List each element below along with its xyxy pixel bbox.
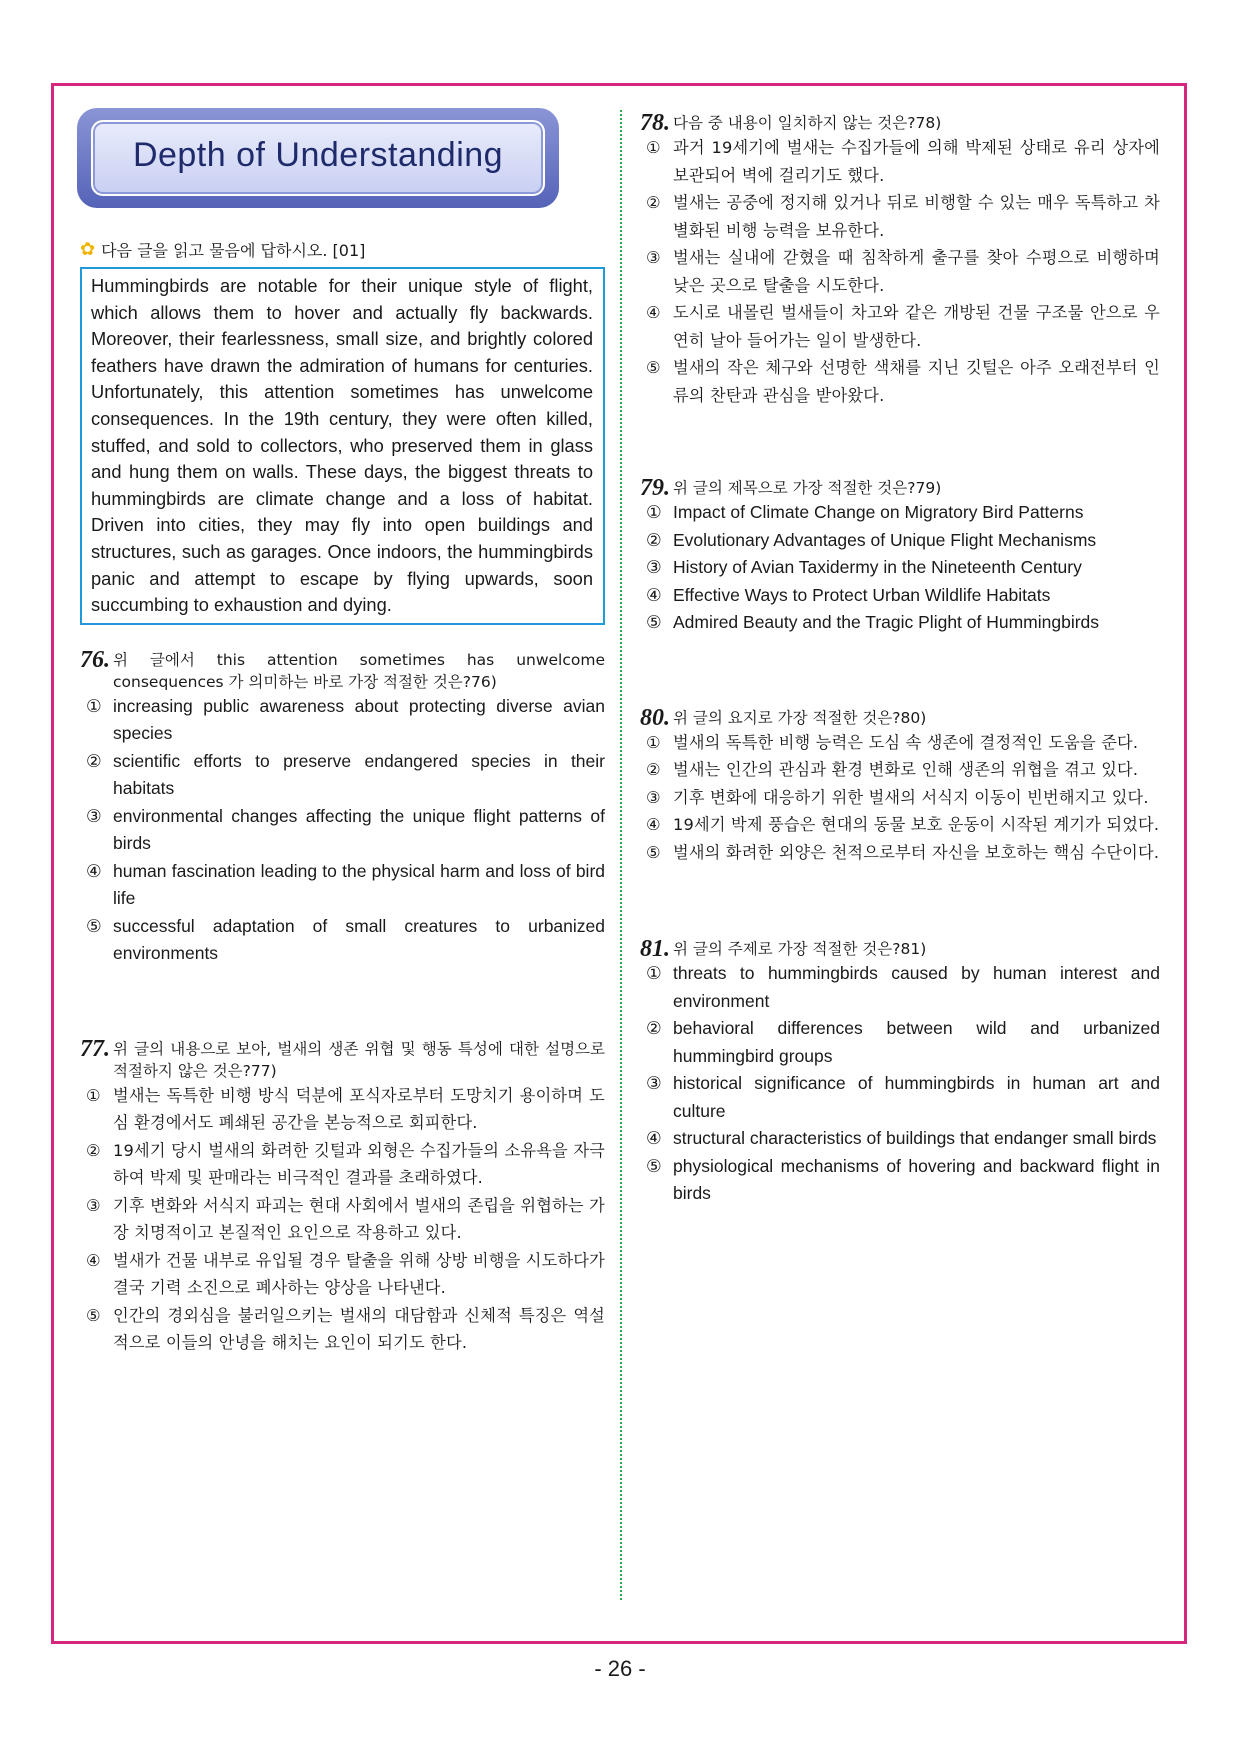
- option-3[interactable]: [86, 803, 605, 858]
- option-5[interactable]: [646, 609, 1160, 637]
- question-head: [640, 112, 1160, 134]
- question-head: [80, 1035, 605, 1082]
- instruction-text: 다음 글을 읽고 물음에 답하시오. [01]: [101, 241, 366, 260]
- option-2[interactable]: [86, 1137, 605, 1192]
- option-mark: ③: [86, 1195, 101, 1215]
- right-column: [640, 108, 1160, 1208]
- column-divider: [620, 110, 622, 1600]
- option-text: 벌새는 실내에 갇혔을 때 침착하게 출구를 찾아 수평으로 비행하며 낮은 곳으로 탈출을 시도한다.: [673, 248, 1160, 295]
- option-text: 도시로 내몰린 벌새들이 차고와 같은 개방된 건물 구조물 안으로 우연히 날아 들어가는 일이 발생한다.: [673, 303, 1160, 350]
- option-mark: ②: [86, 1140, 101, 1160]
- question-text: 위 글의 내용으로 보아, 벌새의 생존 위협 및 행동 특성에 대한 설명으로 적절하지 않은 것은?77): [113, 1039, 605, 1080]
- option-text: 과거 19세기에 벌새는 수집가들에 의해 박제된 상태로 유리 상자에 보관되어 벽에 걸리기도 했다.: [673, 138, 1160, 185]
- option-text: 벌새는 독특한 비행 방식 덕분에 포식자로부터 도망치기 용이하며 도심 환경에서도 폐쇄된 공간을 본능적으로 회피한다.: [113, 1085, 605, 1133]
- option-text: 19세기 당시 벌새의 화려한 깃털과 외형은 수집가들의 소유욕을 자극하여 박제 및 판매라는 비극적인 결과를 초래하였다.: [113, 1140, 605, 1188]
- option-4[interactable]: [646, 299, 1160, 354]
- option-3[interactable]: [646, 244, 1160, 299]
- option-text: 19세기 박제 풍습은 현대의 동물 보호 운동이 시작된 계기가 되었다.: [673, 815, 1160, 834]
- banner-inner: [91, 120, 545, 196]
- option-text: threats to hummingbirds caused by human interest and environment: [673, 963, 1160, 1011]
- option-mark: ⑤: [646, 612, 662, 632]
- option-text: human fascination leading to the physical harm and loss of bird life: [113, 860, 605, 909]
- instruction: [80, 238, 605, 261]
- option-mark: ②: [646, 193, 661, 212]
- question-head: [80, 646, 605, 693]
- option-text: 기후 변화와 서식지 파괴는 현대 사회에서 벌새의 존립을 위협하는 가장 치명적이고 본질적인 요인으로 작용하고 있다.: [113, 1195, 605, 1243]
- option-text: 벌새는 공중에 정지해 있거나 뒤로 비행할 수 있는 매우 독특하고 차별화된 비행 능력을 보유한다.: [673, 193, 1160, 240]
- banner-title: Depth of Understanding: [132, 136, 504, 174]
- question-head: [640, 477, 1160, 499]
- option-mark: ④: [646, 584, 662, 605]
- option-1[interactable]: [86, 693, 605, 748]
- question-number: 78.: [640, 110, 670, 136]
- option-mark: ①: [646, 502, 662, 522]
- option-3[interactable]: [646, 554, 1160, 582]
- option-mark: ①: [86, 1085, 101, 1105]
- question-79: [640, 477, 1160, 637]
- option-text: scientific efforts to preserve endangered species in their habitats: [113, 750, 605, 799]
- option-text: 인간의 경외심을 불러일으키는 벌새의 대담함과 신체적 특징은 역설적으로 이들의 안녕을 해치는 요인이 되기도 한다.: [113, 1305, 605, 1353]
- option-4[interactable]: [86, 858, 605, 913]
- question-number: 81.: [640, 936, 670, 962]
- option-text: historical significance of hummingbirds in human art and culture: [673, 1073, 1160, 1121]
- option-3[interactable]: [646, 1070, 1160, 1125]
- option-text: successful adaptation of small creatures to urbanized environments: [113, 915, 605, 964]
- option-mark: ③: [646, 1073, 662, 1093]
- option-mark: ③: [646, 557, 662, 577]
- option-mark: ①: [86, 695, 102, 716]
- option-mark: ③: [646, 787, 661, 807]
- reading-passage: Hummingbirds are notable for their unique style of flight, which allows them to hover and actually fly backwards. Moreover, their fearlessness, small size, and brightly colored feathers have drawn the admiration of humans for centuries. Unfortunately, this attention sometimes has unwelcome consequences. In the 19th century, they were often killed, stuffed, and sold to collectors, who preserved them in glass and hung them on walls. These days, the biggest threats to hummingbirds are climate change and a loss of habitat. Driven into cities, they may fly into open buildings and structures, such as garages. Once indoors, the hummingbirds panic and attempt to escape by flying upwards, soon succumbing to exhaustion and dying.: [80, 267, 605, 625]
- option-2[interactable]: [646, 1015, 1160, 1070]
- question-text: 위 글의 주제로 가장 적절한 것은?81): [673, 940, 927, 958]
- option-2[interactable]: [646, 189, 1160, 244]
- question-text: 다음 중 내용이 일치하지 않는 것은?78): [673, 114, 942, 132]
- option-mark: ②: [646, 760, 661, 779]
- option-2[interactable]: [86, 748, 605, 803]
- left-column: [80, 108, 605, 1357]
- question-number: 79.: [640, 475, 670, 501]
- page-number: - 26 -: [594, 1656, 646, 1681]
- question-78: [640, 112, 1160, 409]
- option-4[interactable]: [646, 1125, 1160, 1153]
- flower-icon: ✿: [80, 239, 96, 260]
- option-5[interactable]: [646, 354, 1160, 409]
- option-5[interactable]: [646, 1153, 1160, 1208]
- option-1[interactable]: [646, 134, 1160, 189]
- option-text: Admired Beauty and the Tragic Plight of Hummingbirds: [673, 612, 1100, 632]
- option-mark: ④: [646, 303, 661, 322]
- option-text: 벌새의 작은 체구와 선명한 색채를 지닌 깃털은 아주 오래전부터 인류의 찬탄과 관심을 받아왔다.: [673, 358, 1160, 405]
- option-mark: ⑤: [646, 358, 661, 377]
- question-number: 76.: [80, 646, 110, 673]
- option-mark: ②: [646, 529, 662, 550]
- option-mark: ②: [646, 1018, 662, 1038]
- option-mark: ②: [86, 750, 102, 771]
- option-mark: ④: [86, 1250, 101, 1270]
- option-1[interactable]: [646, 499, 1160, 527]
- option-2[interactable]: [646, 756, 1160, 784]
- option-mark: ④: [646, 1128, 662, 1148]
- option-text: 벌새의 독특한 비행 능력은 도심 속 생존에 결정적인 도움을 준다.: [673, 732, 1139, 752]
- option-2[interactable]: [646, 527, 1160, 555]
- option-text: History of Avian Taxidermy in the Nineteenth Century: [673, 557, 1082, 577]
- question-number: 77.: [80, 1035, 110, 1062]
- option-5[interactable]: [86, 913, 605, 968]
- question-head: [640, 704, 1160, 731]
- question-text: 위 글에서 this attention sometimes has unwelcome consequences 가 의미하는 바로 가장 적절한 것은?76): [113, 650, 605, 691]
- option-4[interactable]: [646, 582, 1160, 610]
- option-text: Impact of Climate Change on Migratory Bird Patterns: [673, 502, 1084, 522]
- option-mark: ④: [86, 860, 102, 881]
- option-4[interactable]: [86, 1247, 605, 1302]
- question-head: [640, 938, 1160, 960]
- option-text: environmental changes affecting the unique flight patterns of birds: [113, 805, 605, 854]
- question-text: 위 글의 요지로 가장 적절한 것은?80): [673, 708, 927, 727]
- option-mark: ⑤: [86, 1305, 101, 1325]
- option-text: Effective Ways to Protect Urban Wildlife Habitats: [673, 584, 1051, 605]
- option-5[interactable]: [646, 839, 1160, 867]
- option-mark: ③: [86, 805, 102, 826]
- question-81: [640, 938, 1160, 1208]
- option-text: Evolutionary Advantages of Unique Flight Mechanisms: [673, 529, 1097, 550]
- option-mark: ①: [646, 963, 662, 983]
- option-1[interactable]: [646, 960, 1160, 1015]
- option-mark: ①: [646, 138, 661, 157]
- option-text: 기후 변화에 대응하기 위한 벌새의 서식지 이동이 빈번해지고 있다.: [673, 787, 1149, 807]
- question-text: 위 글의 제목으로 가장 적절한 것은?79): [673, 479, 942, 497]
- option-1[interactable]: [646, 729, 1160, 757]
- option-mark: ⑤: [646, 842, 661, 862]
- option-text: 벌새는 인간의 관심과 환경 변화로 인해 생존의 위협을 겪고 있다.: [673, 760, 1139, 779]
- option-5[interactable]: [86, 1302, 605, 1357]
- option-3[interactable]: [646, 784, 1160, 812]
- option-text: structural characteristics of buildings that endanger small birds: [673, 1128, 1157, 1148]
- option-text: behavioral differences between wild and urbanized hummingbird groups: [673, 1018, 1160, 1066]
- option-text: increasing public awareness about protecting diverse avian species: [113, 695, 605, 744]
- option-4[interactable]: [646, 811, 1160, 839]
- option-mark: ⑤: [646, 1155, 662, 1176]
- question-number: 80.: [640, 704, 670, 731]
- option-mark: ④: [646, 815, 661, 834]
- option-3[interactable]: [86, 1192, 605, 1247]
- option-1[interactable]: [86, 1082, 605, 1137]
- option-text: physiological mechanisms of hovering and backward flight in birds: [673, 1155, 1160, 1203]
- question-76: [80, 646, 605, 968]
- option-text: 벌새가 건물 내부로 유입될 경우 탈출을 위해 상방 비행을 시도하다가 결국 기력 소진으로 폐사하는 양상을 나타낸다.: [113, 1250, 605, 1298]
- question-80: [640, 704, 1160, 867]
- section-banner: [77, 108, 559, 208]
- option-mark: ③: [646, 248, 661, 267]
- option-mark: ⑤: [86, 915, 102, 936]
- question-77: [80, 1035, 605, 1357]
- option-mark: ①: [646, 732, 661, 752]
- option-text: 벌새의 화려한 외양은 천적으로부터 자신을 보호하는 핵심 수단이다.: [673, 842, 1160, 862]
